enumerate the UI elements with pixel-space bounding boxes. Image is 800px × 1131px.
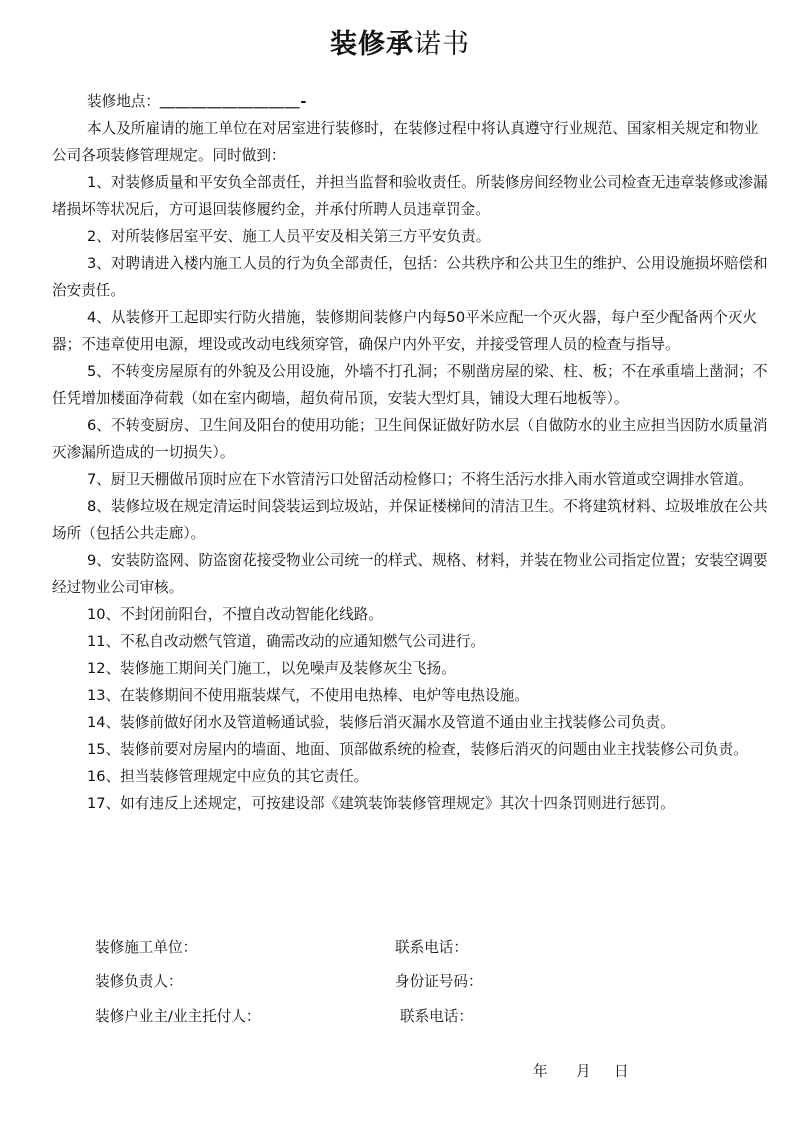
title-normal-part: 诺书	[414, 29, 470, 60]
date-month: 月	[576, 1063, 591, 1080]
clause-item: 11、不私自改动燃气管道，确需改动的应通知燃气公司进行。	[87, 633, 486, 650]
owner-label: 装修户业主/业主托付人：	[95, 1008, 261, 1025]
clause-item: 13、在装修期间不使用瓶装煤气，不使用电热棒、电炉等电热设施。	[87, 687, 529, 704]
site-line	[52, 88, 772, 115]
clause-item: 12、装修施工期间关门施工，以免噪声及装修灰尘飞扬。	[87, 660, 456, 677]
site-blank: ＿＿＿＿＿＿＿＿＿-	[159, 93, 308, 110]
id-number-label: 身份证号码：	[395, 973, 483, 990]
manager-label: 装修负责人：	[95, 973, 183, 990]
clause-item: 16、担当装修管理规定中应负的其它责任。	[87, 768, 369, 785]
owner-phone-label: 联系电话：	[400, 1008, 473, 1025]
date-day: 日	[614, 1063, 629, 1080]
title-bold-part: 装修承	[330, 29, 414, 60]
clause-item: 1、对装修质量和平安负全部责任，并担当监督和验收责任。所装修房间经物业公司检查无违章装修或渗漏堵损坏等状况后，方可退回装修履约金，并承付所聘人员违章罚金。	[52, 174, 768, 218]
clause-item: 9、安装防盗网、防盗窗花接受物业公司统一的样式、规格、材料，并装在物业公司指定位置；安装空调要经过物业公司审核。	[52, 552, 768, 596]
clause-item: 3、对聘请进入楼内施工人员的行为负全部责任，包括：公共秩序和公共卫生的维护、公用设施损坏赔偿和治安责任。	[52, 255, 768, 299]
document-body	[52, 88, 772, 817]
clause-item: 2、对所装修居室平安、施工人员平安及相关第三方平安负责。	[87, 228, 491, 245]
clause-item: 14、装修前做好闭水及管道畅通试验，装修后消灭漏水及管道不通由业主找装修公司负责。	[87, 714, 675, 731]
date-year: 年	[533, 1063, 548, 1080]
date-line	[533, 1060, 629, 1081]
clause-item: 15、装修前要对房屋内的墙面、地面、顶部做系统的检查，装修后消灭的问题由业主找装修公司负责。	[87, 741, 748, 758]
clause-item: 8、装修垃圾在规定清运时间袋装运到垃圾站，并保证楼梯间的清洁卫生。不将建筑材料、垃圾堆放在公共场所（包括公共走廊）。	[52, 498, 768, 542]
intro-paragraph: 本人及所雇请的施工单位在对居室进行装修时，在装修过程中将认真遵守行业规范、国家相关规定和物业公司各项装修管理规定。同时做到：	[52, 120, 759, 164]
clause-item: 6、不转变厨房、卫生间及阳台的使用功能；卫生间保证做好防水层（自做防水的业主应担当因防水质量消灭渗漏所造成的一切损失）。	[52, 417, 768, 461]
construction-unit-label: 装修施工单位：	[95, 939, 198, 956]
clause-item: 4、从装修开工起即实行防火措施，装修期间装修户内每50平米应配一个灭火器，每户至少配备两个灭火器；不违章使用电源，埋设或改动电线须穿管，确保户内外平安，并接受管理人员的检查与指导。	[52, 309, 757, 353]
clause-item: 17、如有违反上述规定，可按建设部《建筑装饰装修管理规定》其次十四条罚则进行惩罚。	[87, 795, 675, 812]
clause-item: 5、不转变房屋原有的外貌及公用设施，外墙不打孔洞；不剔凿房屋的梁、柱、板；不在承重墙上凿洞；不任凭增加楼面净荷载（如在室内砌墙，超负荷吊顶，安装大型灯具，铺设大理石地板等）。	[52, 363, 768, 407]
clause-item: 10、不封闭前阳台，不擅自改动智能化线路。	[87, 606, 383, 623]
document-title	[0, 22, 800, 61]
contact-phone-label: 联系电话：	[395, 939, 468, 956]
clause-item: 7、厨卫天棚做吊顶时应在下水管清污口处留活动检修口；不将生活污水排入雨水管道或空调排水管道。	[87, 471, 754, 488]
site-label: 装修地点：	[87, 93, 160, 110]
